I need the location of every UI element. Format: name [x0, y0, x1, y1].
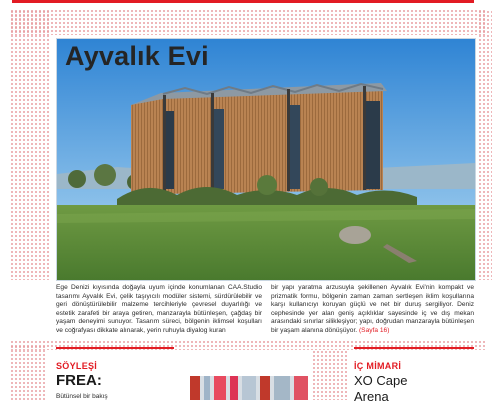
teaser-image: [190, 376, 308, 400]
teaser-thumbnail[interactable]: [190, 376, 308, 400]
dot-pattern-top: [10, 9, 485, 35]
teaser-snippet: Bütünsel bir bakış: [56, 393, 108, 400]
section-label-ic-mimari: İÇ MİMARİ: [354, 361, 402, 371]
article-title: Ayvalık Evi: [65, 41, 209, 71]
article-body-column-2-text: bir yapı yaratma arzusuyla şekillenen Ayvalık Evi'nin kompakt ve prizmatik formu, bölgenin zaman zaman sertleşen iklim koşullarına karşı kullanıcıyı koruyan güçlü ve net bir duruş sergiliyor. Deniz cephesinde yer alan geniş açıklıklar sayesinde iç ve dış mekan arasındaki sınırlar silikleşiyor; yapı, doğrudan manzarayla bütünleşen bir yaşam alanına dönüşüyor.: [271, 284, 474, 334]
teaser-divider-right: [354, 347, 474, 349]
dot-pattern-right: [478, 10, 492, 280]
top-accent-bar: [12, 0, 474, 3]
house-illustration: [57, 39, 475, 280]
teaser-title-arena[interactable]: Arena: [354, 389, 389, 404]
teaser-title-frea[interactable]: FREA:: [56, 372, 102, 389]
page-reference-link[interactable]: (Sayfa 16): [358, 326, 390, 334]
cover-photo: [56, 38, 476, 281]
dot-pattern-column-left: [10, 345, 46, 400]
article-body-column-1: Ege Denizi kıyısında doğayla uyum içinde konumlanan CAA.Studio tasarımı Ayvalık Evi, çelik taşıyıcılı modüler sistemi, sürdürülebilir ve geri dönüştürülebilir malzeme tercihleriyle çevresel duyarlılığı ve estetik zarafeti bir araya getiren, manzarayla bütünleşen, çağdaş bir yaşam deneyimi sunuyor. Tasarım süreci, bölgenin iklimsel koşulları ve coğrafyası dikkate alınarak, yerin ruhuyla diyalog kuran: [56, 284, 262, 334]
section-label-soylesi: SÖYLEŞİ: [56, 361, 98, 371]
teaser-title-xo-cape[interactable]: XO Cape: [354, 373, 408, 388]
article-body-column-2: [271, 284, 474, 336]
dot-pattern-left: [10, 10, 50, 280]
dot-pattern-column-right: [312, 350, 348, 400]
teaser-divider-left: [56, 347, 174, 349]
